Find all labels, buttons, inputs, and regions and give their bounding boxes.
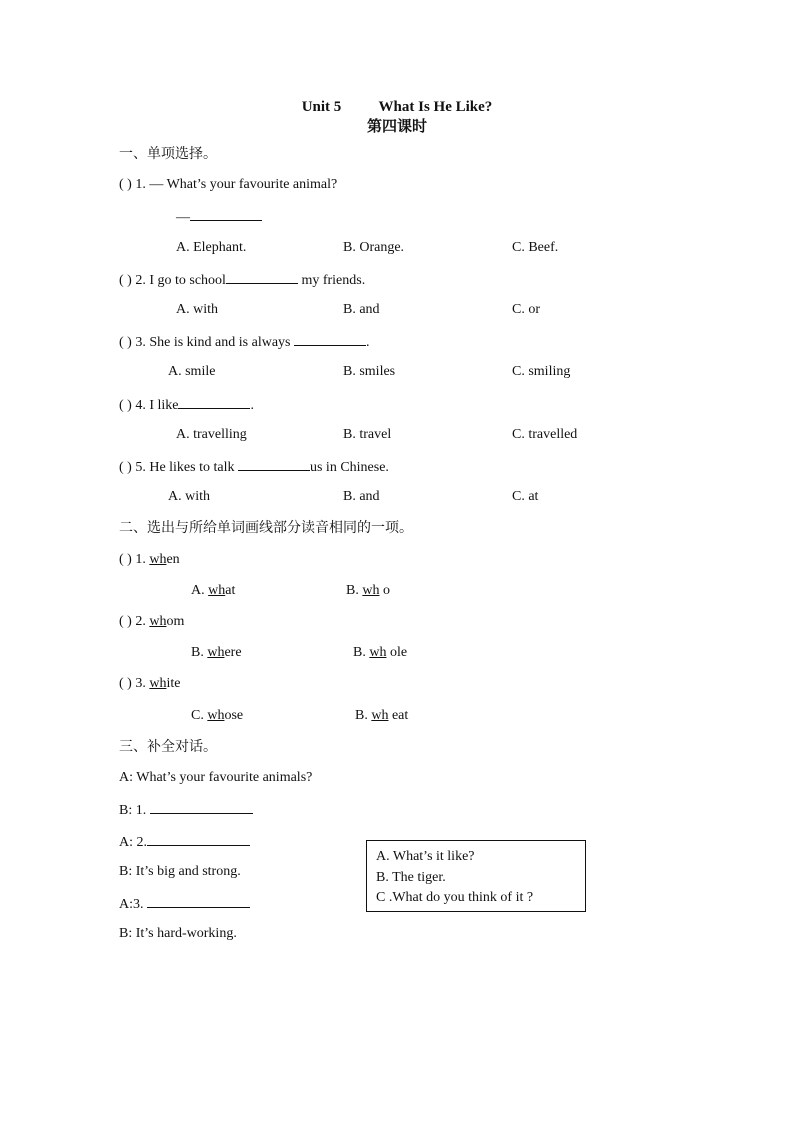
phonics-question-3: [119, 676, 180, 692]
answer-blank[interactable]: [238, 458, 310, 471]
question-text-post: my friends.: [297, 273, 366, 288]
option-first[interactable]: [191, 583, 235, 599]
question-5: [119, 458, 389, 476]
answer-paren: ( ): [119, 460, 132, 475]
option-label: C.: [191, 708, 208, 723]
answer-paren: ( ): [119, 335, 132, 350]
choice-c: C .What do you think of it ?: [376, 890, 534, 905]
choice-b: B. The tiger.: [376, 869, 446, 885]
underlined-letters: wh: [371, 708, 389, 723]
option-label: B.: [353, 645, 370, 660]
unit-number: Unit 5: [301, 99, 342, 115]
question-text-post: .: [250, 398, 254, 413]
lesson-title: 第四课时: [366, 119, 427, 135]
dialogue-line-2: [119, 801, 253, 819]
underlined-letters: wh: [149, 676, 167, 691]
question-2: [119, 271, 365, 289]
question-text-pre: 3. She is kind and is always: [135, 335, 294, 350]
option-first[interactable]: [191, 708, 243, 724]
underlined-letters: wh: [369, 645, 387, 660]
dialogue-blank[interactable]: [147, 833, 250, 846]
option-c[interactable]: C. or: [512, 302, 540, 317]
question-4: [119, 396, 254, 414]
option-a[interactable]: A. with: [168, 489, 210, 504]
option-b[interactable]: B. and: [343, 489, 380, 504]
answer-paren: ( ): [119, 614, 132, 629]
underlined-letters: wh: [149, 552, 167, 567]
option-a[interactable]: A. travelling: [176, 427, 247, 442]
question-number: 2.: [135, 614, 150, 629]
question-3: [119, 333, 369, 351]
dialogue-line-6: B: It’s hard-working.: [119, 926, 237, 941]
answer-blank[interactable]: [294, 333, 366, 346]
word-rest: eat: [388, 708, 409, 723]
underlined-letters: wh: [149, 614, 167, 629]
choice-a: A. What’s it like?: [376, 849, 475, 864]
phonics-question-1: [119, 552, 180, 568]
option-c[interactable]: C. Beef.: [512, 240, 559, 255]
question-text-post: us in Chinese.: [309, 460, 389, 475]
answer-paren: ( ): [119, 273, 132, 288]
dialogue-text: A:3.: [119, 897, 147, 912]
dash: —: [176, 210, 190, 225]
underlined-letters: wh: [362, 583, 380, 598]
word-rest: o: [379, 583, 390, 598]
unit-name: What Is He Like?: [378, 99, 493, 115]
section1-heading: 一、单项选择。: [119, 146, 217, 162]
dialogue-blank[interactable]: [150, 801, 253, 814]
question-number: 3.: [135, 676, 150, 691]
answer-blank[interactable]: [178, 396, 250, 409]
dialogue-blank[interactable]: [147, 895, 250, 908]
word-rest: om: [166, 614, 185, 629]
option-c[interactable]: C. smiling: [512, 364, 571, 379]
option-c[interactable]: C. travelled: [512, 427, 578, 442]
underlined-letters: wh: [207, 645, 225, 660]
word-rest: ere: [224, 645, 242, 660]
option-c[interactable]: C. at: [512, 489, 539, 504]
dialogue-line-4: B: It’s big and strong.: [119, 864, 241, 879]
word-rest: ole: [386, 645, 408, 660]
option-a[interactable]: A. with: [176, 302, 218, 317]
option-label: B.: [346, 583, 363, 598]
answer-paren: ( ): [119, 177, 132, 192]
dialogue-text: B: 1.: [119, 803, 150, 818]
option-second[interactable]: [353, 645, 407, 661]
answer-paren: ( ): [119, 676, 132, 691]
question-text-pre: 2. I go to school: [135, 273, 226, 288]
answer-paren: ( ): [119, 552, 132, 567]
dialogue-line-5: [119, 895, 250, 913]
question-number: 1.: [135, 552, 150, 567]
dialogue-line-3: [119, 833, 250, 851]
option-label: B.: [355, 708, 372, 723]
underlined-letters: wh: [208, 583, 226, 598]
option-a[interactable]: A. smile: [168, 364, 216, 379]
option-second[interactable]: [355, 708, 408, 724]
answer-paren: ( ): [119, 398, 132, 413]
word-rest: ose: [224, 708, 244, 723]
dialogue-text: A: 2.: [119, 835, 147, 850]
choices-box: [366, 840, 586, 912]
question-text: 1. — What’s your favourite animal?: [135, 177, 338, 192]
option-a[interactable]: A. Elephant.: [176, 240, 247, 255]
option-b[interactable]: B. travel: [343, 427, 392, 442]
option-b[interactable]: B. smiles: [343, 364, 396, 379]
option-first[interactable]: [191, 645, 242, 661]
section2-heading: 二、选出与所给单词画线部分读音相同的一项。: [119, 520, 413, 536]
question-1-answer-line: [176, 208, 262, 226]
question-text-pre: 5. He likes to talk: [135, 460, 238, 475]
question-text-post: .: [365, 335, 370, 350]
dialogue-line-1: A: What’s your favourite animals?: [119, 770, 313, 785]
word-rest: at: [225, 583, 236, 598]
section3-heading: 三、补全对话。: [119, 739, 217, 755]
word-rest: en: [166, 552, 180, 567]
option-b[interactable]: B. and: [343, 302, 380, 317]
word-rest: ite: [166, 676, 181, 691]
question-text-pre: 4. I like: [135, 398, 179, 413]
option-label: A.: [191, 583, 209, 598]
question-1: [119, 177, 337, 193]
option-b[interactable]: B. Orange.: [343, 240, 405, 255]
answer-blank[interactable]: [226, 271, 298, 284]
unit-title: [0, 99, 794, 115]
option-second[interactable]: [346, 583, 390, 599]
phonics-question-2: [119, 614, 184, 630]
underlined-letters: wh: [207, 708, 225, 723]
option-label: B.: [191, 645, 208, 660]
answer-blank[interactable]: [190, 208, 262, 221]
